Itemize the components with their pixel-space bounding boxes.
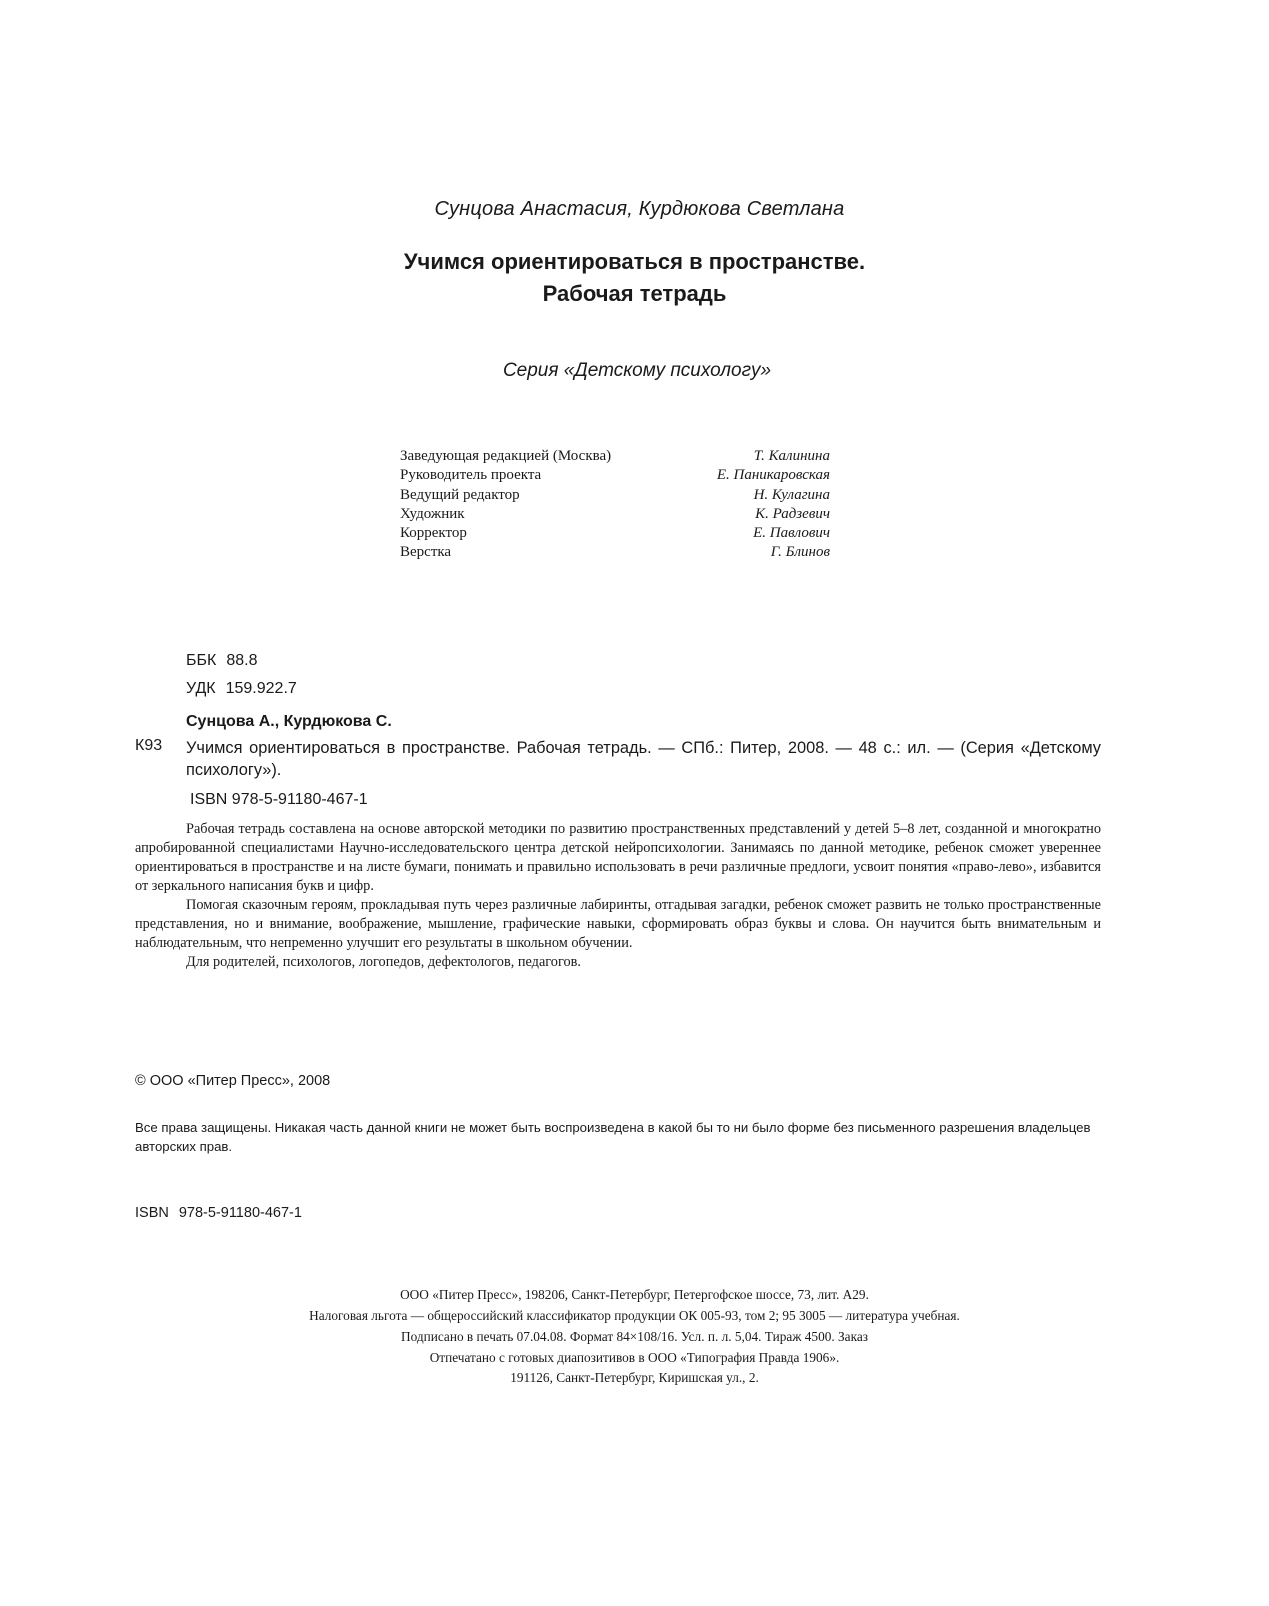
book-title-line-2: Рабочая тетрадь — [542, 281, 727, 306]
credit-role: Заведующая редакцией (Москва) — [400, 448, 612, 464]
bbk-value: 88.8 — [226, 652, 258, 669]
credit-row — [400, 543, 830, 562]
udk-value: 159.922.7 — [225, 680, 297, 697]
bibliography-authors: Сунцова А., Курдюкова С. — [186, 713, 392, 730]
credit-name: Г. Блинов — [770, 544, 830, 561]
credit-role: Верстка — [400, 544, 452, 561]
imprint-block — [0, 1284, 1269, 1387]
credit-name: К. Радзевич — [755, 505, 830, 522]
isbn-line — [135, 1205, 312, 1221]
credit-role: Корректор — [400, 525, 467, 542]
credit-role: Руководитель проекта — [400, 467, 542, 484]
credit-role: Ведущий редактор — [400, 486, 520, 503]
imprint-line: Налоговая льгота — общероссийский классификатор продукции ОК 005-93, том 2; 95 3005 — литература учебная. — [309, 1308, 960, 1323]
annotation-paragraph: Для родителей, психологов, логопедов, дефектологов, педагогов. — [186, 954, 581, 970]
credit-name: Е. Павлович — [753, 525, 830, 542]
credit-role: Художник — [400, 505, 465, 522]
credit-name: Н. Кулагина — [753, 486, 830, 503]
credit-row — [400, 486, 830, 505]
copyright-notice: © ООО «Питер Пресс», 2008 — [135, 1073, 331, 1089]
isbn-label: ISBN — [135, 1205, 169, 1221]
bibliography-text: Учимся ориентироваться в пространстве. Рабочая тетрадь. — СПб.: Питер, 2008. — 48 с.: ил. — (Серия «Детскому психологу»). — [186, 739, 1101, 779]
book-title-line-1: Учимся ориентироваться в пространстве. — [403, 249, 866, 274]
imprint-line: Подписано в печать 07.04.08. Формат 84×108/16. Усл. п. л. 5,04. Тираж 4500. Заказ — [401, 1329, 868, 1344]
annotation — [135, 820, 1101, 972]
bbk-label: ББК — [186, 652, 217, 669]
rights-notice: Все права защищены. Никакая часть данной книги не может быть воспроизведена в какой бы то ни было форме без письменного разрешения владельцев авторских прав. — [135, 1120, 1091, 1154]
book-title — [0, 246, 1269, 310]
isbn-value: 978-5-91180-467-1 — [178, 1205, 302, 1221]
imprint-line: ООО «Питер Пресс», 198206, Санкт-Петербург, Петергофское шоссе, 73, лит. А29. — [400, 1287, 869, 1302]
udk-label: УДК — [186, 680, 216, 697]
bibliography-isbn: ISBN 978-5-91180-467-1 — [190, 791, 368, 808]
credits-list — [400, 447, 830, 563]
credit-row — [400, 447, 830, 466]
series-name: Серия «Детскому психологу» — [502, 360, 772, 381]
credit-name: Т. Калинина — [753, 448, 830, 464]
credit-row — [400, 505, 830, 524]
author-sign-code: К93 — [135, 737, 163, 754]
annotation-paragraph: Помогая сказочным героям, прокладывая путь через различные лабиринты, отгадывая загадки, ребенок сможет развить не только пространственные представления, но и внимание, воображение, мышление, графические навыки, сформировать образ буквы и слова. Он научится быть внимательным и наблюдательным, что непременно улучшит его результаты в школьном обучении. — [135, 897, 1101, 951]
annotation-paragraph: Рабочая тетрадь составлена на основе авторской методики по развитию пространственных представлений у детей 5–8 лет, созданной и многократно апробированной специалистами Научно-исследовательского центра детской нейропсихологии. Занимаясь по данной методике, ребенок сможет увереннее ориентироваться в пространстве и на листе бумаги, понимать и правильно использовать в речи различные предлоги, усвоит понятия «право-лево», избавится от зеркального написания букв и цифр. — [135, 821, 1101, 894]
book-authors: Сунцова Анастасия, Курдюкова Светлана — [434, 198, 845, 220]
bbk-classification — [186, 652, 267, 670]
udk-classification — [186, 680, 307, 698]
credit-row — [400, 466, 830, 485]
credit-name: Е. Паникаровская — [716, 467, 830, 484]
imprint-line: Отпечатано с готовых диапозитивов в ООО «Типография Правда 1906». — [429, 1350, 840, 1365]
imprint-line: 191126, Санкт-Петербург, Киришская ул., 2. — [510, 1370, 759, 1385]
credit-row — [400, 524, 830, 543]
